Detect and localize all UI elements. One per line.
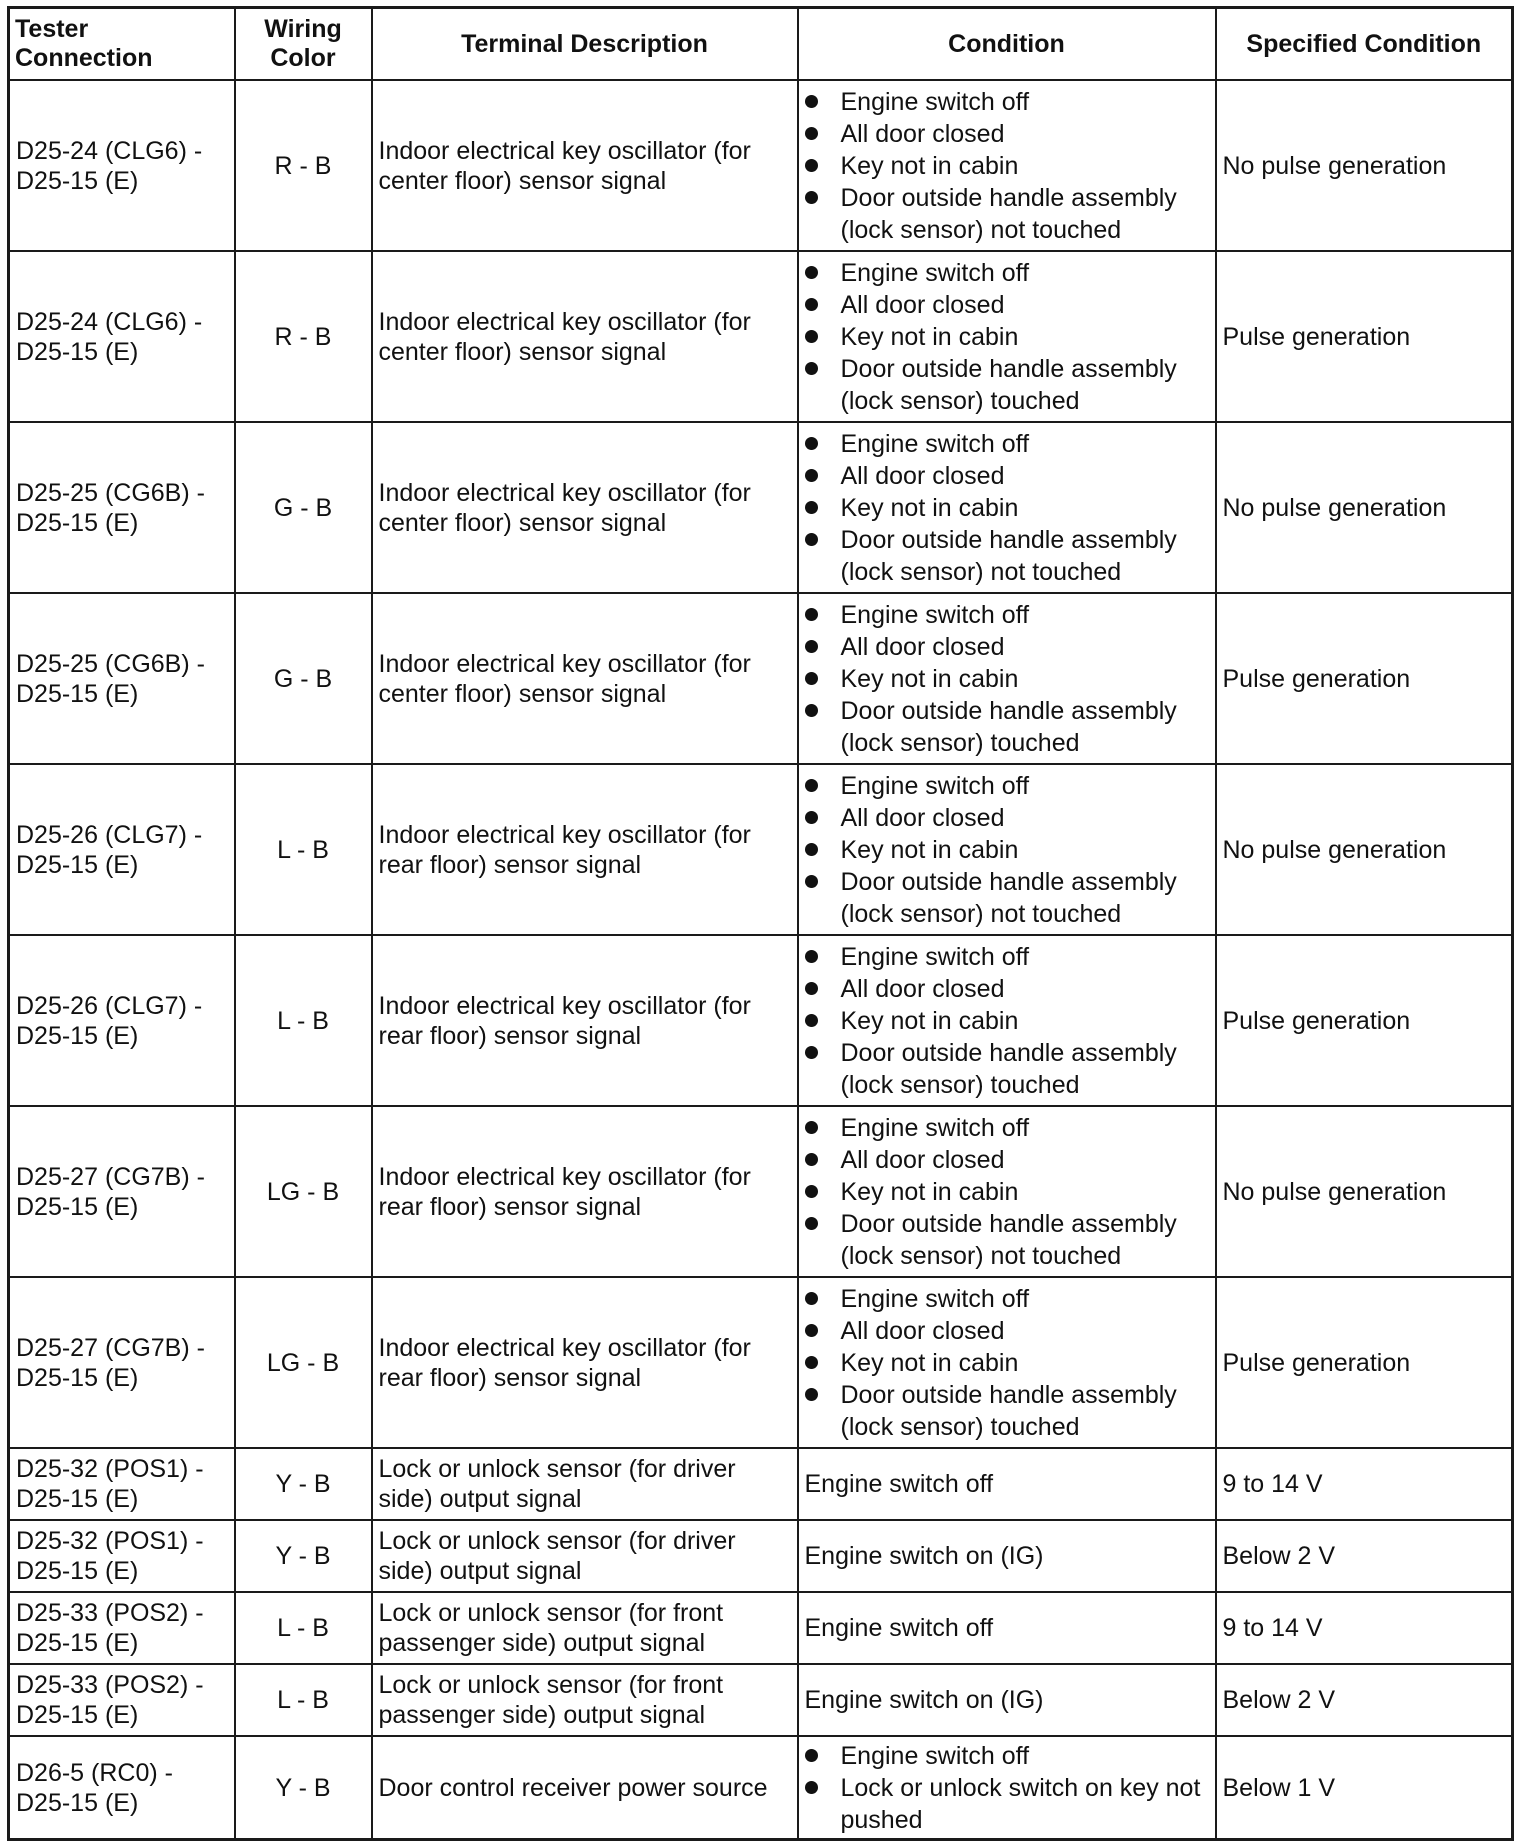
tester-connection-cell: D25-24 (CLG6) - D25-15 (E) (9, 251, 235, 422)
tester-connection-cell: D25-26 (CLG7) - D25-15 (E) (9, 935, 235, 1106)
bullet-icon (805, 1121, 818, 1134)
condition-list (805, 257, 1209, 417)
condition-cell (798, 1277, 1216, 1448)
table-row (9, 251, 1513, 422)
condition-text: Key not in cabin (840, 1177, 1019, 1206)
condition-text: All door closed (840, 1145, 1005, 1174)
condition-item (805, 524, 1209, 588)
wiring-color-cell: R - B (235, 251, 372, 422)
bullet-icon (805, 779, 818, 792)
condition-item (805, 663, 1209, 695)
specified-condition-cell: Pulse generation (1216, 593, 1513, 764)
tester-connection-cell: D25-32 (POS1) - D25-15 (E) (9, 1520, 235, 1592)
condition-list (805, 428, 1209, 588)
condition-text: Door outside handle assembly (lock sensor) touched (840, 354, 1177, 415)
bullet-icon (805, 159, 818, 172)
condition-item (805, 1112, 1209, 1144)
bullet-icon (805, 1292, 818, 1305)
condition-cell (798, 593, 1216, 764)
condition-text: All door closed (840, 1316, 1005, 1345)
terminal-description-cell: Lock or unlock sensor (for front passenger side) output signal (372, 1592, 798, 1664)
condition-item (805, 428, 1209, 460)
condition-item (805, 182, 1209, 246)
condition-item (805, 257, 1209, 289)
bullet-icon (805, 672, 818, 685)
condition-text: All door closed (840, 119, 1005, 148)
table-row (9, 935, 1513, 1106)
condition-item (805, 1176, 1209, 1208)
header-row (9, 8, 1513, 81)
bullet-icon (805, 1388, 818, 1401)
condition-text: Key not in cabin (840, 1348, 1019, 1377)
condition-text: All door closed (840, 803, 1005, 832)
terminal-description-cell: Indoor electrical key oscillator (for rear floor) sensor signal (372, 764, 798, 935)
condition-item (805, 1208, 1209, 1272)
condition-list (805, 1740, 1209, 1836)
specified-condition-cell: 9 to 14 V (1216, 1592, 1513, 1664)
tester-connection-cell: D25-27 (CG7B) - D25-15 (E) (9, 1106, 235, 1277)
bullet-icon (805, 608, 818, 621)
bullet-icon (805, 437, 818, 450)
condition-text: Engine switch off (840, 258, 1030, 287)
bullet-icon (805, 191, 818, 204)
tester-connection-cell: D25-33 (POS2) - D25-15 (E) (9, 1592, 235, 1664)
condition-item (805, 1740, 1209, 1772)
condition-cell: Engine switch on (IG) (798, 1664, 1216, 1736)
condition-cell (798, 422, 1216, 593)
terminal-description-cell: Indoor electrical key oscillator (for center floor) sensor signal (372, 593, 798, 764)
terminal-description-cell: Indoor electrical key oscillator (for rear floor) sensor signal (372, 935, 798, 1106)
specified-condition-cell: 9 to 14 V (1216, 1448, 1513, 1520)
condition-text: Engine switch off (840, 942, 1030, 971)
condition-list (805, 599, 1209, 759)
condition-cell (798, 764, 1216, 935)
condition-list (805, 1112, 1209, 1272)
condition-item (805, 834, 1209, 866)
header-wiring-color: Wiring Color (235, 8, 372, 81)
table-row (9, 1664, 1513, 1736)
condition-text: Door outside handle assembly (lock sensor) not touched (840, 525, 1177, 586)
condition-text: Key not in cabin (840, 835, 1019, 864)
specified-condition-cell: No pulse generation (1216, 1106, 1513, 1277)
header-specified-condition: Specified Condition (1216, 8, 1513, 81)
specified-condition-cell: Pulse generation (1216, 1277, 1513, 1448)
condition-cell: Engine switch off (798, 1592, 1216, 1664)
tester-connection-cell: D25-33 (POS2) - D25-15 (E) (9, 1664, 235, 1736)
condition-list (805, 770, 1209, 930)
wiring-color-cell: G - B (235, 422, 372, 593)
wiring-color-cell: Y - B (235, 1520, 372, 1592)
table-row (9, 1736, 1513, 1840)
tester-connection-cell: D25-25 (CG6B) - D25-15 (E) (9, 422, 235, 593)
condition-item (805, 1315, 1209, 1347)
condition-cell (798, 1106, 1216, 1277)
header-condition: Condition (798, 8, 1216, 81)
tester-connection-cell: D26-5 (RC0) - D25-15 (E) (9, 1736, 235, 1840)
condition-text: Engine switch off (840, 1284, 1030, 1313)
bullet-icon (805, 640, 818, 653)
condition-text: All door closed (840, 461, 1005, 490)
condition-item (805, 1379, 1209, 1443)
table-row (9, 422, 1513, 593)
condition-text: All door closed (840, 632, 1005, 661)
bullet-icon (805, 95, 818, 108)
bullet-icon (805, 469, 818, 482)
condition-list (805, 86, 1209, 246)
condition-cell (798, 935, 1216, 1106)
terminal-description-cell: Indoor electrical key oscillator (for center floor) sensor signal (372, 80, 798, 251)
condition-item (805, 492, 1209, 524)
terminal-description-cell: Indoor electrical key oscillator (for rear floor) sensor signal (372, 1106, 798, 1277)
condition-item (805, 631, 1209, 663)
condition-item (805, 353, 1209, 417)
condition-text: Door outside handle assembly (lock sensor) touched (840, 1038, 1177, 1099)
tester-connection-cell: D25-32 (POS1) - D25-15 (E) (9, 1448, 235, 1520)
condition-text: Engine switch off (840, 771, 1030, 800)
condition-item (805, 1005, 1209, 1037)
condition-item (805, 118, 1209, 150)
bullet-icon (805, 1781, 818, 1794)
specified-condition-cell: Below 1 V (1216, 1736, 1513, 1840)
specified-condition-cell: Pulse generation (1216, 251, 1513, 422)
specified-condition-cell: Below 2 V (1216, 1664, 1513, 1736)
condition-item (805, 321, 1209, 353)
wiring-color-cell: L - B (235, 1664, 372, 1736)
wiring-color-cell: L - B (235, 764, 372, 935)
bullet-icon (805, 811, 818, 824)
condition-item (805, 770, 1209, 802)
bullet-icon (805, 127, 818, 140)
table-row (9, 1520, 1513, 1592)
condition-item (805, 1037, 1209, 1101)
condition-text: Door outside handle assembly (lock sensor) not touched (840, 867, 1177, 928)
header-terminal-description: Terminal Description (372, 8, 798, 81)
wiring-color-cell: G - B (235, 593, 372, 764)
terminal-description-cell: Indoor electrical key oscillator (for center floor) sensor signal (372, 422, 798, 593)
condition-item (805, 1283, 1209, 1315)
condition-text: Engine switch off (840, 600, 1030, 629)
table-body (9, 80, 1513, 1840)
bullet-icon (805, 298, 818, 311)
specified-condition-cell: No pulse generation (1216, 80, 1513, 251)
tester-connection-cell: D25-24 (CLG6) - D25-15 (E) (9, 80, 235, 251)
condition-item (805, 289, 1209, 321)
condition-item (805, 973, 1209, 1005)
condition-text: Engine switch off (840, 429, 1030, 458)
bullet-icon (805, 1217, 818, 1230)
tester-connection-cell: D25-27 (CG7B) - D25-15 (E) (9, 1277, 235, 1448)
condition-text: All door closed (840, 974, 1005, 1003)
condition-item (805, 1347, 1209, 1379)
table-row (9, 764, 1513, 935)
bullet-icon (805, 1324, 818, 1337)
condition-text: Key not in cabin (840, 1006, 1019, 1035)
condition-item (805, 599, 1209, 631)
condition-item (805, 150, 1209, 182)
bullet-icon (805, 501, 818, 514)
specified-condition-cell: Pulse generation (1216, 935, 1513, 1106)
terminal-description-cell: Lock or unlock sensor (for driver side) output signal (372, 1448, 798, 1520)
condition-cell (798, 1736, 1216, 1840)
terminal-inspection-table (7, 6, 1514, 1841)
condition-item (805, 1144, 1209, 1176)
specified-condition-cell: No pulse generation (1216, 764, 1513, 935)
condition-cell (798, 80, 1216, 251)
condition-item (805, 460, 1209, 492)
bullet-icon (805, 982, 818, 995)
condition-item (805, 695, 1209, 759)
bullet-icon (805, 266, 818, 279)
bullet-icon (805, 704, 818, 717)
specified-condition-cell: Below 2 V (1216, 1520, 1513, 1592)
condition-item (805, 802, 1209, 834)
condition-text: Engine switch off (840, 1113, 1030, 1142)
wiring-color-cell: LG - B (235, 1106, 372, 1277)
wiring-color-cell: L - B (235, 1592, 372, 1664)
condition-text: All door closed (840, 290, 1005, 319)
condition-item (805, 941, 1209, 973)
condition-cell: Engine switch on (IG) (798, 1520, 1216, 1592)
bullet-icon (805, 533, 818, 546)
condition-text: Key not in cabin (840, 151, 1019, 180)
bullet-icon (805, 1749, 818, 1762)
specified-condition-cell: No pulse generation (1216, 422, 1513, 593)
terminal-description-cell: Lock or unlock sensor (for driver side) output signal (372, 1520, 798, 1592)
terminal-description-cell: Indoor electrical key oscillator (for rear floor) sensor signal (372, 1277, 798, 1448)
wiring-color-cell: R - B (235, 80, 372, 251)
tester-connection-cell: D25-25 (CG6B) - D25-15 (E) (9, 593, 235, 764)
condition-text: Door outside handle assembly (lock sensor) touched (840, 696, 1177, 757)
condition-cell (798, 251, 1216, 422)
condition-text: Key not in cabin (840, 322, 1019, 351)
table-row (9, 1277, 1513, 1448)
condition-cell: Engine switch off (798, 1448, 1216, 1520)
wiring-color-cell: Y - B (235, 1736, 372, 1840)
condition-text: Lock or unlock switch on key not pushed (840, 1773, 1201, 1834)
terminal-description-cell: Door control receiver power source (372, 1736, 798, 1840)
bullet-icon (805, 1185, 818, 1198)
bullet-icon (805, 950, 818, 963)
bullet-icon (805, 875, 818, 888)
terminal-description-cell: Indoor electrical key oscillator (for center floor) sensor signal (372, 251, 798, 422)
table-row (9, 1448, 1513, 1520)
condition-text: Engine switch off (840, 87, 1030, 116)
wiring-color-cell: Y - B (235, 1448, 372, 1520)
condition-item (805, 866, 1209, 930)
bullet-icon (805, 330, 818, 343)
condition-text: Door outside handle assembly (lock sensor) touched (840, 1380, 1177, 1441)
bullet-icon (805, 1014, 818, 1027)
table-row (9, 80, 1513, 251)
terminal-description-cell: Lock or unlock sensor (for front passenger side) output signal (372, 1664, 798, 1736)
condition-text: Key not in cabin (840, 664, 1019, 693)
condition-list (805, 941, 1209, 1101)
condition-text: Key not in cabin (840, 493, 1019, 522)
table-row (9, 1592, 1513, 1664)
bullet-icon (805, 1356, 818, 1369)
bullet-icon (805, 1153, 818, 1166)
table-row (9, 1106, 1513, 1277)
wiring-color-cell: LG - B (235, 1277, 372, 1448)
condition-item (805, 86, 1209, 118)
condition-text: Engine switch off (840, 1741, 1030, 1770)
condition-list (805, 1283, 1209, 1443)
header-tester-connection: Tester Connection (9, 8, 235, 81)
condition-text: Door outside handle assembly (lock sensor) not touched (840, 1209, 1177, 1270)
bullet-icon (805, 843, 818, 856)
tester-connection-cell: D25-26 (CLG7) - D25-15 (E) (9, 764, 235, 935)
wiring-color-cell: L - B (235, 935, 372, 1106)
condition-item (805, 1772, 1209, 1836)
table-row (9, 593, 1513, 764)
bullet-icon (805, 1046, 818, 1059)
condition-text: Door outside handle assembly (lock sensor) not touched (840, 183, 1177, 244)
bullet-icon (805, 362, 818, 375)
